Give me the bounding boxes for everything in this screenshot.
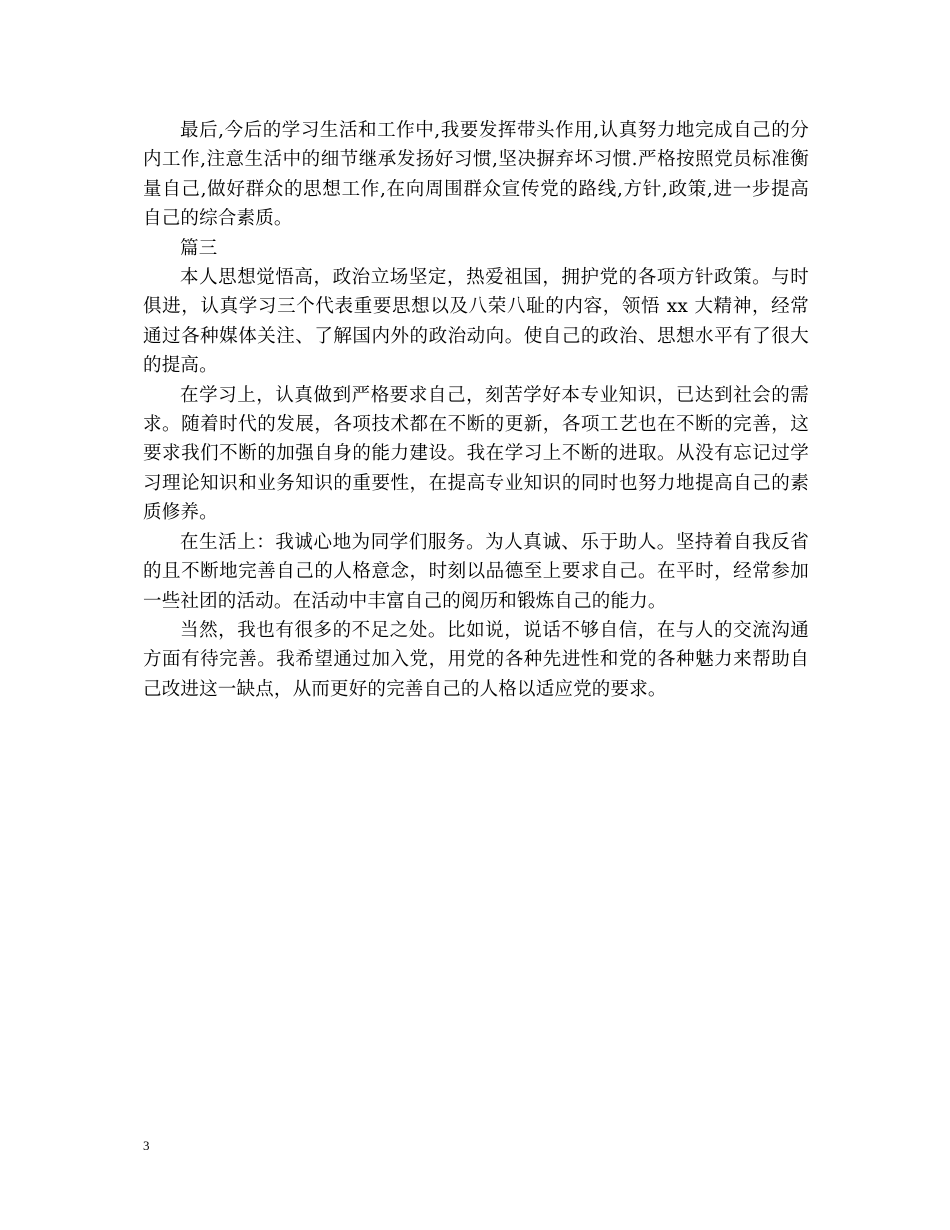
paragraph-conclusion: 最后,今后的学习生活和工作中,我要发挥带头作用,认真努力地完成自己的分内工作,注意生活中的细节继承发扬好习惯,坚决摒弃坏习惯.严格按照党员标准衡量自己,做好群众的思想工作,在向周围群众宣传党的路线,方针,政策,进一步提高自己的综合素质。 — [143, 120, 809, 230]
document-body — [143, 116, 809, 704]
paragraph-political-thought: 本人思想觉悟高，政治立场坚定，热爱祖国，拥护党的各项方针政策。与时俱进，认真学习三个代表重要思想以及八荣八耻的内容，领悟 xx 大精神，经常通过各种媒体关注、了解国内外的政治动向。使自己的政治、思想水平有了很大的提高。 — [143, 267, 809, 377]
section-heading: 篇三 — [180, 237, 218, 259]
paragraph-shortcomings: 当然，我也有很多的不足之处。比如说，说话不够自信，在与人的交流沟通方面有待完善。我希望通过加入党，用党的各种先进性和党的各种魅力来帮助自己改进这一缺点，从而更好的完善自己的人格以适应党的要求。 — [143, 619, 809, 700]
paragraph-life: 在生活上：我诚心地为同学们服务。为人真诚、乐于助人。坚持着自我反省的且不断地完善自己的人格意念，时刻以品德至上要求自己。在平时，经常参加一些社团的活动。在活动中丰富自己的阅历和锻炼自己的能力。 — [143, 531, 809, 612]
page-number: 3 — [143, 1138, 150, 1153]
paragraph-study: 在学习上，认真做到严格要求自己，刻苦学好本专业知识，已达到社会的需求。随着时代的发展，各项技术都在不断的更新，各项工艺也在不断的完善，这要求我们不断的加强自身的能力建设。我在学习上不断的进取。从没有忘记过学习理论知识和业务知识的重要性，在提高专业知识的同时也努力地提高自己的素质修养。 — [143, 384, 809, 524]
